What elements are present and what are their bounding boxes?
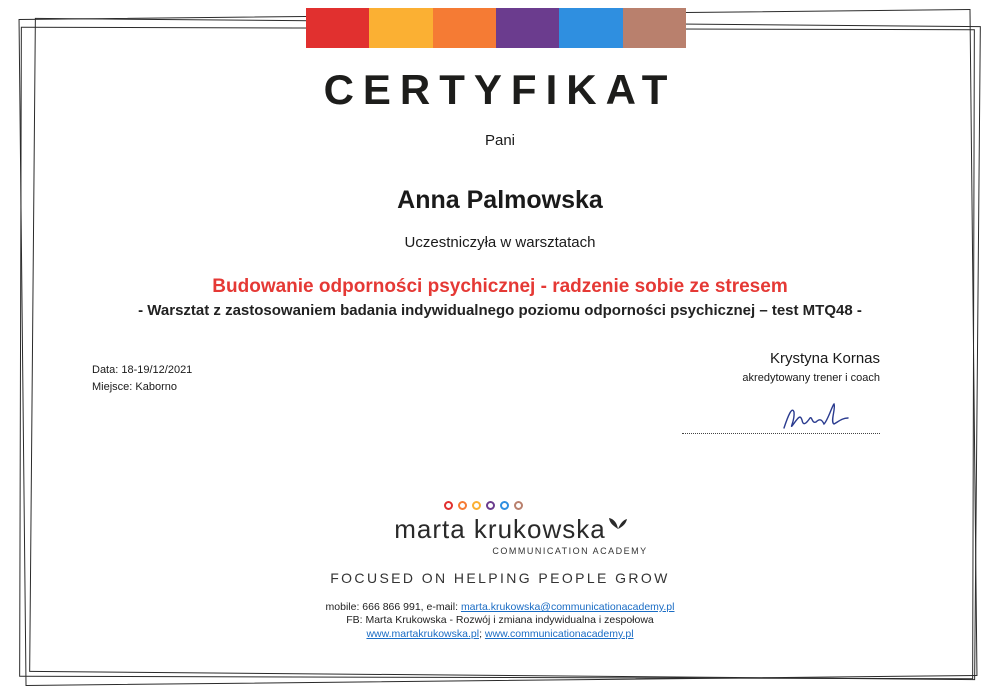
contact-line-mobile [0,601,1000,613]
brand-dot [514,501,523,510]
website-separator: ; [479,628,485,640]
salutation: Pani [484,132,516,149]
brand-dot [472,501,481,510]
trainer-role: akredytowany trener i coach [742,372,880,384]
brand-dot [486,501,495,510]
contact-line-facebook: FB: Marta Krukowska - Rozwój i zmiana indywidualna i zespołowa [346,614,654,626]
brand-logo [0,514,1000,545]
brand-dot [444,501,453,510]
contact-email-link[interactable]: marta.krukowska@communicationacademy.pl [460,601,675,613]
brand-dot [500,501,509,510]
brand-dot [458,501,467,510]
color-stripe-segment [433,8,496,48]
leaf-icon [608,516,628,530]
color-stripe-segment [496,8,559,48]
recipient-name: Anna Palmowska [397,186,603,214]
trainer-name: Krystyna Kornas [769,350,880,367]
color-stripe-segment [306,8,369,48]
contact-phone: mobile: 666 866 991, e-mail: [325,601,461,613]
brand-dots [444,501,523,510]
brand-tagline: FOCUSED ON HELPING PEOPLE GROW [330,570,670,586]
certificate-title: CERTYFIKAT [323,66,677,113]
signature-line [682,433,880,434]
signature-icon [778,398,858,436]
brand-subtitle: COMMUNICATION ACADEMY [492,546,648,556]
workshop-place: Miejsce: Kaborno [92,381,177,393]
workshop-subtitle: - Warsztat z zastosowaniem badania indywidualnego poziomu odporności psychicznej – test MTQ48 - [138,302,862,319]
brand-name: marta krukowska [394,514,606,544]
color-stripe-segment [559,8,622,48]
website-link-martakrukowska[interactable]: www.martakrukowska.pl [366,628,480,640]
contact-line-websites [0,628,1000,640]
color-stripe-segment [623,8,686,48]
workshop-date: Data: 18-19/12/2021 [92,364,193,376]
color-stripe-segment [369,8,432,48]
color-stripe [306,8,686,48]
participation-text: Uczestniczyła w warsztatach [404,234,596,251]
website-link-communicationacademy[interactable]: www.communicationacademy.pl [484,628,634,640]
workshop-title: Budowanie odporności psychicznej - radzenie sobie ze stresem [212,276,788,297]
